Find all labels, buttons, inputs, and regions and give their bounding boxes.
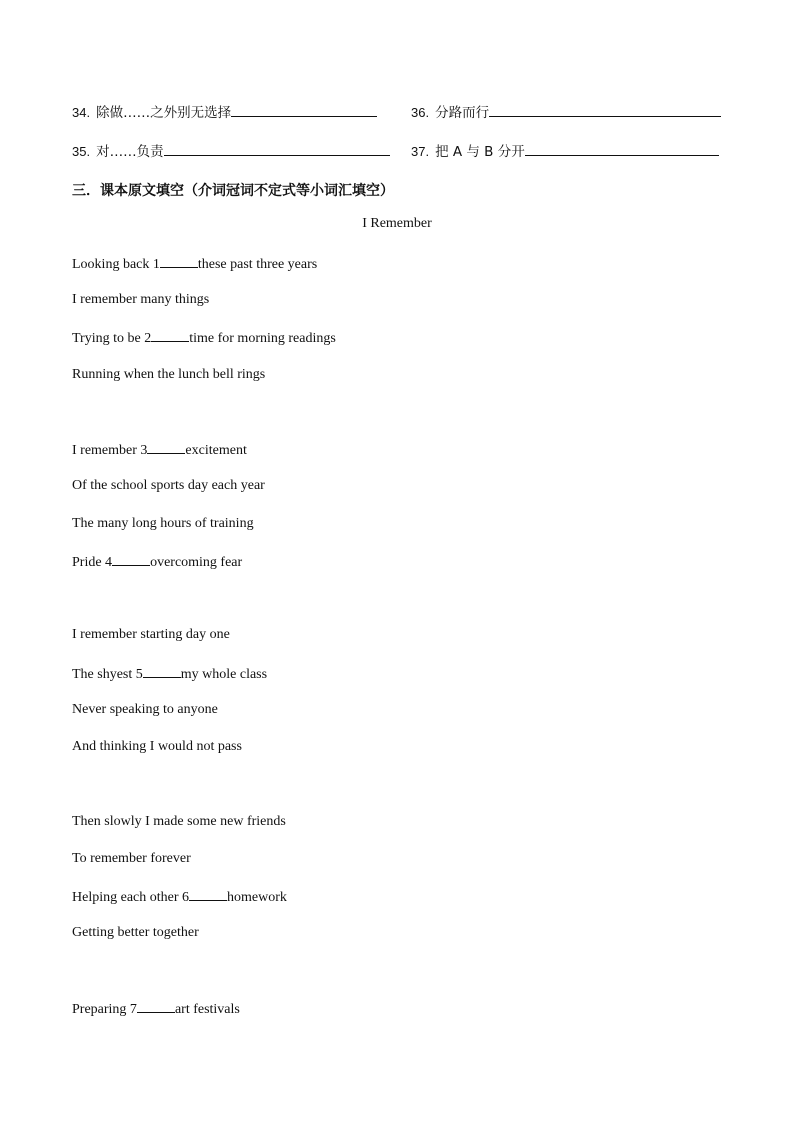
- line-text-after-blank: overcoming fear: [150, 555, 243, 570]
- line-text: Running when the lunch bell rings: [72, 367, 266, 382]
- line-text-after-blank: time for morning readings: [189, 331, 336, 346]
- poem-line: [72, 999, 240, 1019]
- poem-line: [72, 924, 199, 942]
- poem-line: [72, 738, 242, 756]
- line-text: Of the school sports day each year: [72, 478, 265, 493]
- question-35: [72, 141, 390, 162]
- poem-line: [72, 328, 336, 348]
- line-text: I remember starting day one: [72, 627, 230, 642]
- question-number: 35.: [72, 144, 91, 159]
- poem-line: [72, 440, 247, 460]
- question-number: 34.: [72, 105, 91, 120]
- question-36: [411, 102, 721, 123]
- poem-line: [72, 887, 287, 907]
- line-text: Trying to be 2: [72, 331, 152, 346]
- poem-line: [72, 477, 265, 495]
- line-text: Preparing 7: [72, 1002, 137, 1017]
- line-text: I remember many things: [72, 292, 210, 307]
- line-text: The shyest 5: [72, 667, 143, 682]
- fill-blank[interactable]: [160, 254, 198, 268]
- poem-line: [72, 515, 254, 533]
- poem-line: [72, 664, 267, 684]
- question-number: 37.: [411, 144, 430, 159]
- question-text: 对……负责: [96, 144, 164, 160]
- poem-line: [72, 813, 286, 831]
- fill-blank[interactable]: [112, 552, 150, 566]
- question-37: [411, 141, 719, 162]
- line-text-after-blank: my whole class: [180, 667, 268, 682]
- answer-blank[interactable]: [231, 102, 377, 117]
- line-text-after-blank: art festivals: [174, 1002, 240, 1017]
- answer-blank[interactable]: [489, 102, 721, 117]
- fill-blank[interactable]: [137, 999, 175, 1013]
- line-text-after-blank: excitement: [185, 443, 247, 458]
- question-text: 分路而行: [435, 105, 490, 121]
- question-text: 除做……之外别无选择: [96, 105, 232, 121]
- poem-line: [72, 254, 317, 274]
- section-heading: 三．课本原文填空（介词冠词不定式等小词汇填空）: [72, 183, 394, 199]
- fill-blank[interactable]: [147, 440, 185, 454]
- fill-blank[interactable]: [151, 328, 189, 342]
- line-text: The many long hours of training: [72, 516, 254, 531]
- fill-blank[interactable]: [189, 887, 227, 901]
- poem-title: I Remember: [362, 216, 432, 231]
- poem-line: [72, 366, 265, 384]
- line-text: Never speaking to anyone: [72, 702, 218, 717]
- line-text: Getting better together: [72, 925, 199, 940]
- fill-blank[interactable]: [143, 664, 181, 678]
- question-text: 把 A 与 B 分开: [435, 144, 525, 160]
- poem-line: [72, 626, 230, 644]
- poem-line: [72, 552, 242, 572]
- line-text: To remember forever: [72, 851, 191, 866]
- poem-line: [72, 850, 191, 868]
- line-text: Helping each other 6: [72, 890, 190, 905]
- line-text-after-blank: homework: [227, 890, 287, 905]
- line-text: And thinking I would not pass: [72, 739, 242, 754]
- line-text-after-blank: these past three years: [197, 257, 318, 272]
- line-text: Pride 4: [72, 555, 113, 570]
- poem-line: [72, 291, 209, 309]
- line-text: Then slowly I made some new friends: [72, 814, 286, 829]
- line-text: Looking back 1: [72, 257, 160, 272]
- answer-blank[interactable]: [164, 141, 390, 156]
- poem-line: [72, 701, 218, 719]
- answer-blank[interactable]: [525, 141, 719, 156]
- question-34: [72, 102, 377, 123]
- question-number: 36.: [411, 105, 430, 120]
- line-text: I remember 3: [72, 443, 148, 458]
